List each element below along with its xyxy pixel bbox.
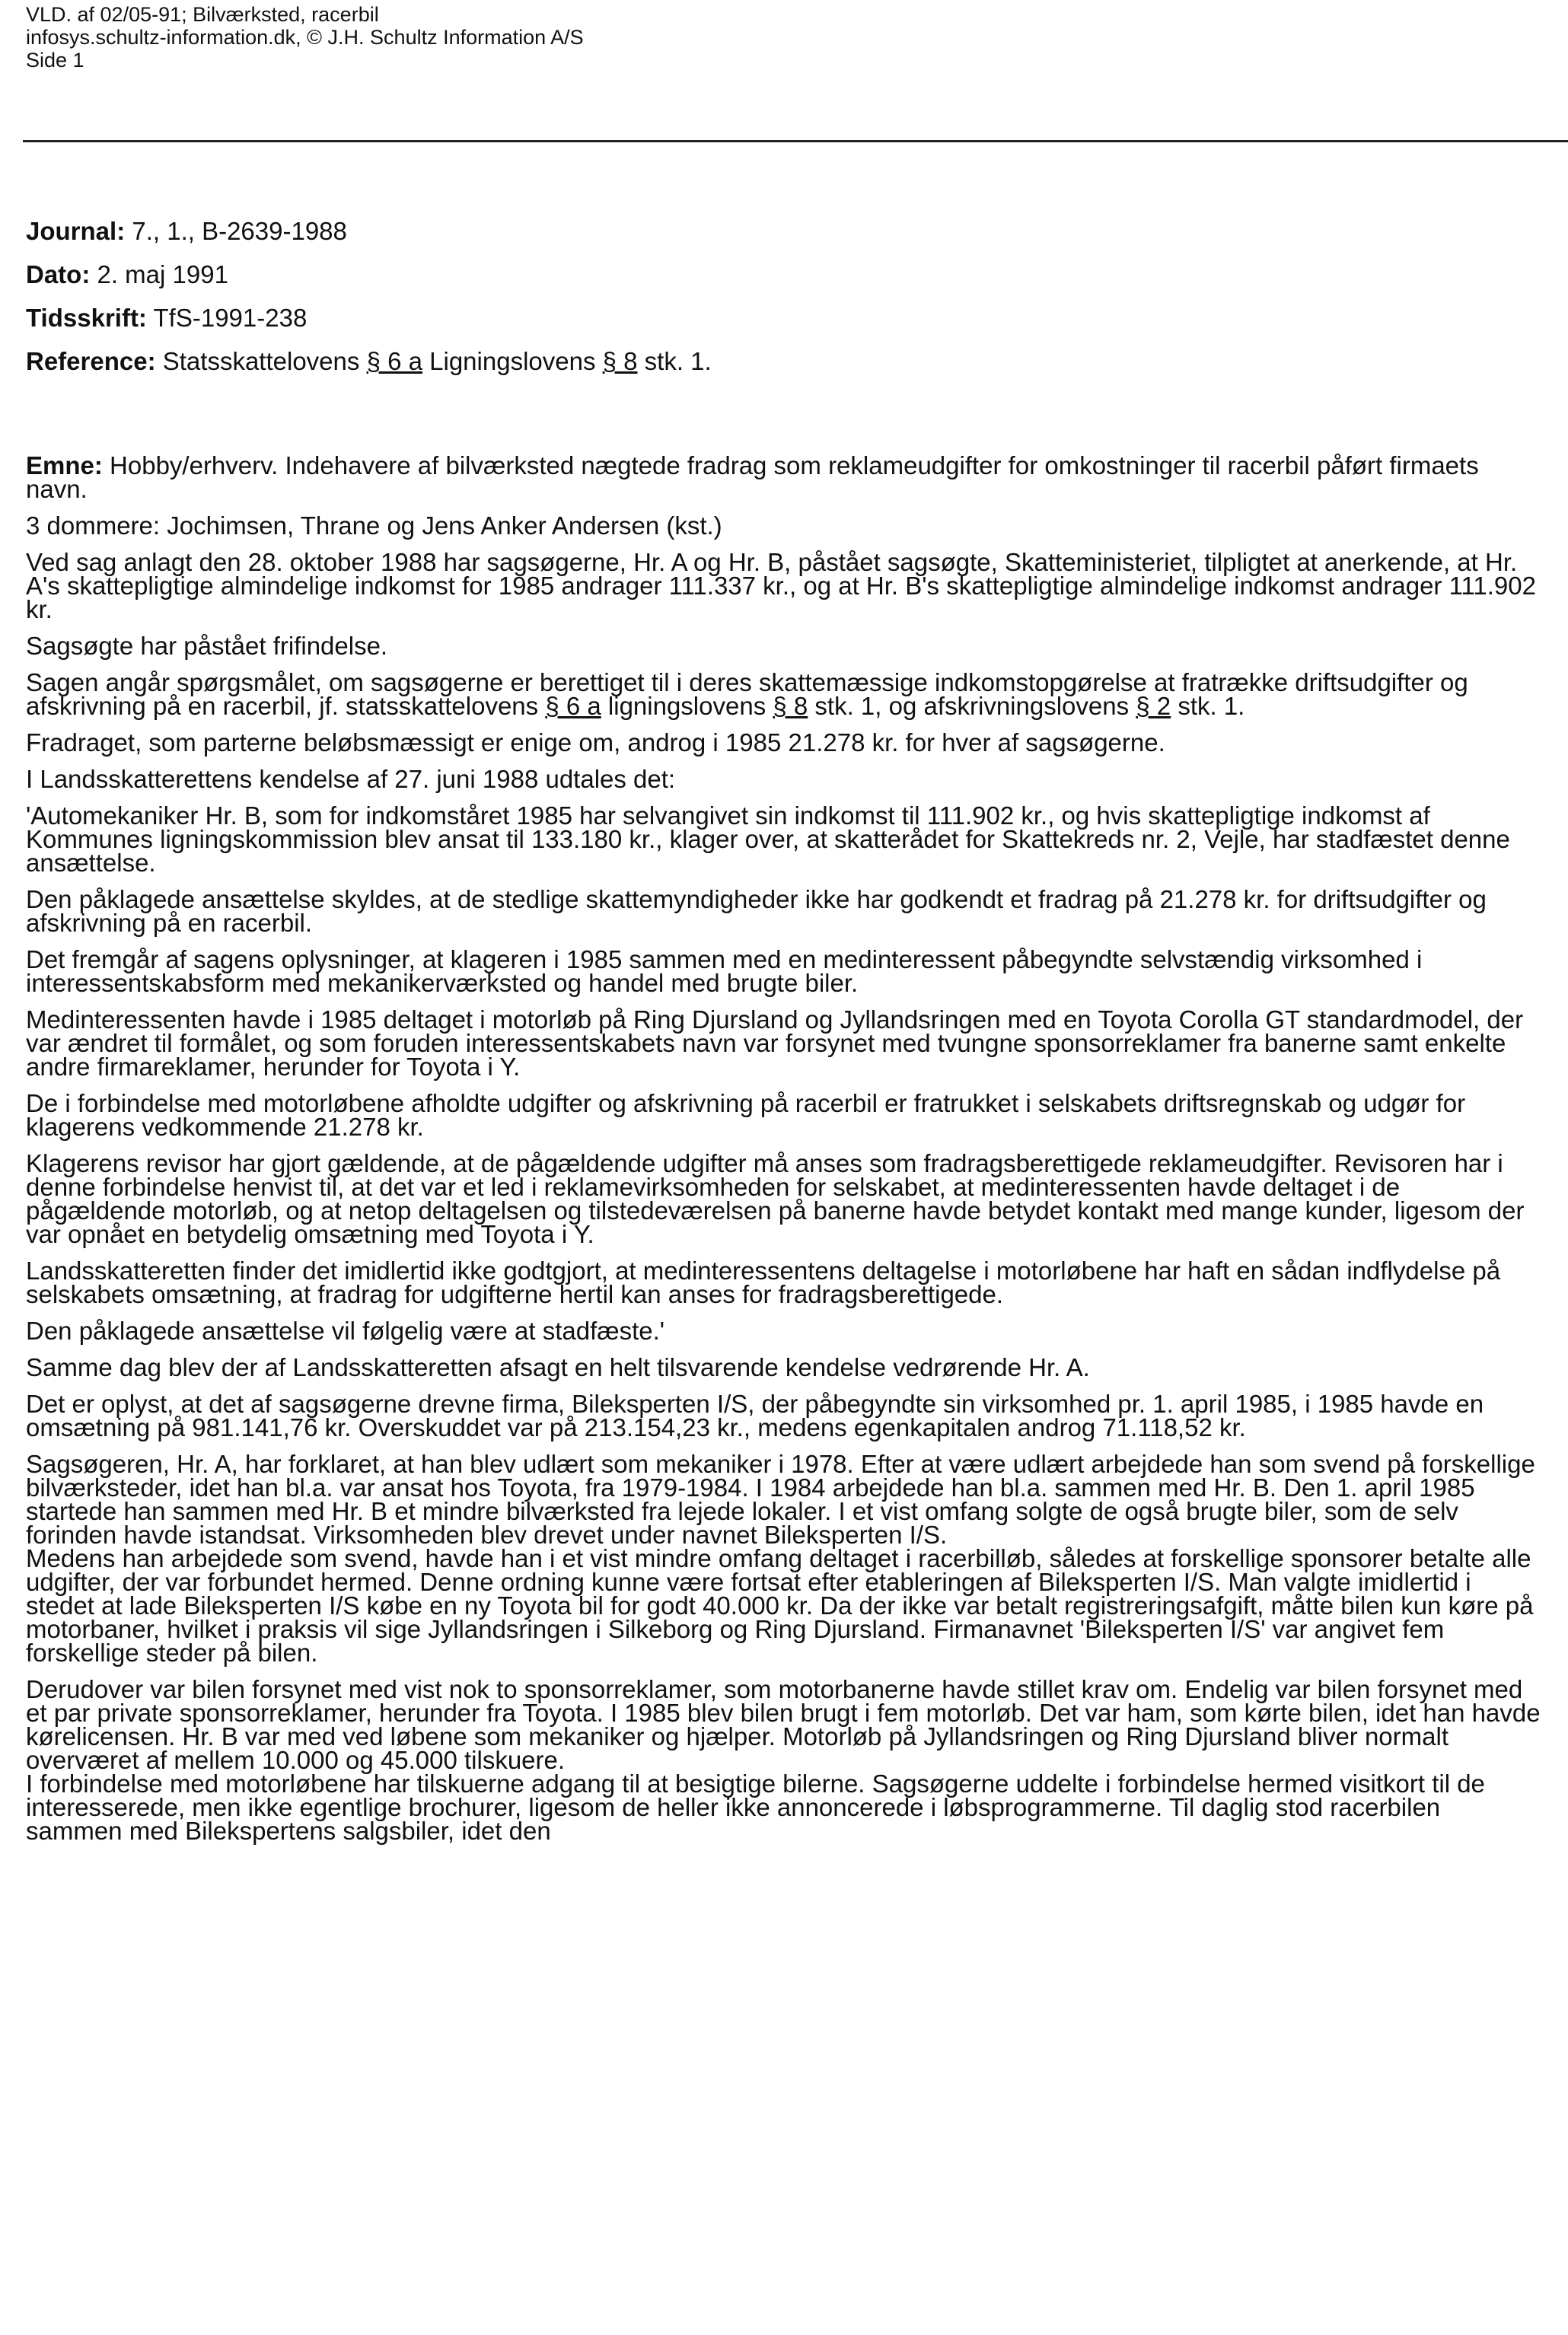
paragraph: Sagsøgte har påstået frifindelse. xyxy=(26,632,388,660)
tidsskrift-value: TfS-1991-238 xyxy=(146,304,308,332)
emne-label: Emne: xyxy=(26,451,103,479)
paragraph-with-references xyxy=(26,668,1541,720)
paragraph-text: stk. 1. xyxy=(1171,692,1245,720)
journal-row xyxy=(26,216,1541,247)
reference-text: Ligningslovens xyxy=(422,347,603,375)
paragraph: De i forbindelse med motorløbene afholdte udgifter og afskrivning på racerbil er fratrukket i selskabets driftsregnskab og udgør for klagerens vedkommende 21.278 kr. xyxy=(26,1089,1466,1141)
paragraph: I forbindelse med motorløbene har tilskuerne adgang til at besigtige bilerne. Sagsøgerne uddelte i forbindelse hermed visitkort til de interesserede, men ikke egentlige brochurer, ligesom de heller ikke annoncerede i løbsprogrammerne. Til daglig stod racerbilen sammen med Bilekspertens salgsbiler, idet den xyxy=(26,1770,1485,1845)
reference-label: Reference: xyxy=(26,347,156,375)
reference-text: Statsskattelovens xyxy=(155,347,367,375)
header-line-source: VLD. af 02/05-91; Bilværksted, racerbil xyxy=(26,3,379,26)
judges-paragraph: 3 dommere: Jochimsen, Thrane og Jens Anker Andersen (kst.) xyxy=(26,511,722,540)
header-divider xyxy=(23,140,1568,142)
paragraph: Derudover var bilen forsynet med vist nok to sponsorreklamer, som motorbanerne havde stillet krav om. Endelig var bilen forsynet med et par private sponsorreklamer, herunder fra Toyota. I 1985 blev bilen brugt i fem motorløb. Det var ham, som kørte bilen, idet han havde kørelicensen. Hr. B var med ved løbene som mekaniker og hjælper. Motorløb på Jyllandsringen og Ring Djursland bliver normalt overværet af mellem 10.000 og 45.000 tilskuere. xyxy=(26,1675,1541,1774)
reference-link[interactable]: § 8 xyxy=(773,692,808,720)
emne-text: Hobby/erhverv. Indehavere af bilværksted nægtede fradrag som reklameudgifter for omkostninger til racerbil påført firmaets navn. xyxy=(26,451,1479,503)
dato-label: Dato: xyxy=(26,260,91,288)
paragraph: Det er oplyst, at det af sagsøgerne drevne firma, Bileksperten I/S, der påbegyndte sin virksomhed pr. 1. april 1985, i 1985 havde en omsætning på 981.141,76 kr. Overskuddet var på 213.154,23 kr., medens egenkapitalen androg 71.118,52 kr. xyxy=(26,1390,1484,1441)
paragraph-text: Sagen angår spørgsmålet, om sagsøgerne er berettiget til i deres skattemæssige indkomstopgørelse at fratrække driftsudgifter og afskrivning på en racerbil, jf. statsskattelovens xyxy=(26,668,1468,720)
emne-paragraph xyxy=(26,451,1541,503)
dato-value: 2. maj 1991 xyxy=(90,260,228,288)
journal-value: 7., 1., B-2639-1988 xyxy=(125,217,347,245)
case-metadata xyxy=(26,216,1541,390)
reference-row xyxy=(26,346,1541,377)
dato-row xyxy=(26,260,1541,290)
paragraph: Klagerens revisor har gjort gældende, at de pågældende udgifter må anses som fradragsberettigede reklameudgifter. Revisoren har i denne forbindelse henvist til, at det var et led i reklamevirksomheden for selskabet, at medinteressenten havde deltaget i de pågældende motorløb, og at netop deltagelsen og tilstedeværelsen på banerne havde betydet kontakt med mange kunder, ligesom der var opnået en betydelig omsætning med Toyota i Y. xyxy=(26,1149,1525,1248)
quote-paragraph: 'Automekaniker Hr. B, som for indkomståret 1985 har selvangivet sin indkomst til 111.902 kr., og hvis skattepligtige indkomst af Kommunes ligningskommission blev ansat til 133.180 kr., klager over, at skatterådet for Skattekreds nr. 2, Vejle, har stadfæstet denne ansættelse. xyxy=(26,801,1510,877)
paragraph: Landsskatteretten finder det imidlertid ikke godtgjort, at medinteressentens deltagelse i motorløbene har haft en sådan indflydelse på selskabets omsætning, at fradrag for udgifterne hertil kan anses for fradragsberettigede. xyxy=(26,1257,1501,1308)
paragraph: Medinteressenten havde i 1985 deltaget i motorløb på Ring Djursland og Jyllandsringen med en Toyota Corolla GT standardmodel, der var ændret til formålet, og som foruden interessentskabets navn var forsynet med tvungne sponsorreklamer fra banerne samt enkelte andre firmareklamer, herunder for Toyota i Y. xyxy=(26,1005,1524,1081)
header-line-publisher: infosys.schultz-information.dk, © J.H. Schultz Information A/S xyxy=(26,26,584,49)
reference-link-ligning[interactable]: § 8 xyxy=(602,347,638,375)
document-body xyxy=(26,451,1541,1856)
paragraph: Det fremgår af sagens oplysninger, at klageren i 1985 sammen med en medinteressent påbegyndte selvstændig virksomhed i interessentskabsform med mekanikerværksted og handel med brugte biler. xyxy=(26,945,1423,997)
journal-label: Journal: xyxy=(26,217,126,245)
paragraph: I Landsskatterettens kendelse af 27. juni 1988 udtales det: xyxy=(26,765,676,793)
reference-link[interactable]: § 6 a xyxy=(545,692,601,720)
paragraph-text: stk. 1, og afskrivningslovens xyxy=(808,692,1136,720)
tidsskrift-label: Tidsskrift: xyxy=(26,304,147,332)
paragraph: Fradraget, som parterne beløbsmæssigt er enige om, androg i 1985 21.278 kr. for hver af sagsøgerne. xyxy=(26,728,1165,757)
paragraph: Medens han arbejdede som svend, havde han i et vist mindre omfang deltaget i racerbilløb, således at forskellige sponsorer betalte alle udgifter, der var forbundet hermed. Denne ordning kunne være fortsat efter etableringen af Bileksperten I/S. Man valgte imidlertid i stedet at lade Bileksperten I/S købe en ny Toyota bil for godt 40.000 kr. Da der ikke var betalt registreringsafgift, måtte bilen kun køre på motorbaner, hvilket i praksis vil sige Jyllandsringen i Silkeborg og Ring Djursland. Firmanavnet 'Bileksperten I/S' var angivet fem forskellige steder på bilen. xyxy=(26,1544,1534,1667)
paragraph: Sagsøgeren, Hr. A, har forklaret, at han blev udlært som mekaniker i 1978. Efter at være udlært arbejdede han som svend på forskellige bilværksteder, idet han bl.a. var ansat hos Toyota, fra 1979-1984. I 1984 arbejdede han bl.a. sammen med Hr. B. Den 1. april 1985 startede han sammen med Hr. B et mindre bilværksted fra lejede lokaler. I et vist omfang solgte de også brugte biler, som de selv forinden havde istandsat. Virksomheden blev drevet under navnet Bileksperten I/S. xyxy=(26,1450,1535,1549)
paragraph-text: ligningslovens xyxy=(601,692,773,720)
paragraph: Den påklagede ansættelse vil følgelig være at stadfæste.' xyxy=(26,1317,665,1345)
reference-link[interactable]: § 2 xyxy=(1136,692,1171,720)
paragraph: Den påklagede ansættelse skyldes, at de stedlige skattemyndigheder ikke har godkendt et fradrag på 21.278 kr. for driftsudgifter og afskrivning på en racerbil. xyxy=(26,885,1487,937)
reference-link-statsskat[interactable]: § 6 a xyxy=(366,347,422,375)
tidsskrift-row xyxy=(26,303,1541,333)
paragraph: Ved sag anlagt den 28. oktober 1988 har sagsøgerne, Hr. A og Hr. B, påstået sagsøgte, Skatteministeriet, tilpligtet at anerkende, at Hr. A's skattepligtige almindelige indkomst for 1985 andrager 111.337 kr., og at Hr. B's skattepligtige almindelige indkomst andrager 111.902 kr. xyxy=(26,548,1536,623)
paragraph: Samme dag blev der af Landsskatteretten afsagt en helt tilsvarende kendelse vedrørende Hr. A. xyxy=(26,1353,1090,1381)
header-line-page: Side 1 xyxy=(26,49,84,72)
document-header xyxy=(26,3,584,72)
reference-text: stk. 1. xyxy=(637,347,712,375)
